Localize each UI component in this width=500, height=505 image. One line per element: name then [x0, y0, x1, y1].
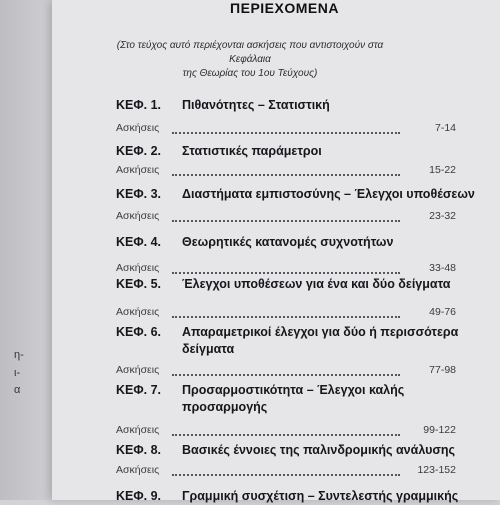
exercise-label: Ασκήσεις — [116, 262, 160, 274]
chapter-heading — [116, 442, 476, 459]
exercise-row — [116, 306, 456, 320]
page-range: 15-22 — [429, 164, 456, 176]
chapter-heading — [116, 143, 476, 160]
page-range: 123-152 — [417, 464, 456, 476]
exercise-row — [116, 210, 456, 224]
exercise-row — [116, 122, 456, 136]
chapter-title: Πιθανότητες – Στατιστική — [182, 98, 330, 112]
dot-leader — [172, 266, 400, 274]
chapter-heading — [116, 186, 476, 203]
chapter-heading — [116, 234, 476, 251]
margin-fragment: α — [14, 384, 21, 396]
dot-leader — [172, 214, 400, 222]
exercise-label: Ασκήσεις — [116, 424, 160, 436]
page-title: ΠΕΡΙΕΧΟΜΕΝΑ — [230, 0, 339, 16]
page-range: 49-76 — [429, 306, 456, 318]
chapter-number: ΚΕΦ. 7. — [116, 383, 161, 397]
intro-line: της Θεωρίας του 1ου Τεύχους) — [182, 68, 318, 79]
dot-leader — [172, 428, 400, 436]
chapter-title: Απαραμετρικοί έλεγχοι για δύο ή περισσότερα — [182, 325, 459, 339]
chapter-heading — [116, 276, 476, 293]
exercise-label: Ασκήσεις — [116, 306, 160, 318]
exercise-label: Ασκήσεις — [116, 464, 160, 476]
chapter-title-continued: δείγματα — [182, 342, 235, 356]
chapter-number: ΚΕΦ. 1. — [116, 98, 161, 112]
dot-leader — [172, 126, 400, 134]
exercise-label: Ασκήσεις — [116, 122, 160, 134]
chapter-heading — [116, 97, 476, 114]
chapter-title: Προσαρμοστικότητα – Έλεγχοι καλής — [182, 383, 405, 397]
dot-leader — [172, 468, 400, 476]
exercise-label: Ασκήσεις — [116, 164, 160, 176]
chapter-number: ΚΕΦ. 9. — [116, 489, 161, 503]
margin-fragment: ι- — [14, 367, 21, 379]
chapter-title: Θεωρητικές κατανομές συχνοτήτων — [182, 235, 394, 249]
exercise-row — [116, 262, 456, 276]
page-range: 77-98 — [429, 364, 456, 376]
chapter-number: ΚΕΦ. 5. — [116, 277, 161, 291]
exercise-row — [116, 464, 456, 478]
dot-leader — [172, 310, 400, 318]
exercise-row — [116, 164, 456, 178]
chapter-number: ΚΕΦ. 3. — [116, 187, 161, 201]
chapter-number: ΚΕΦ. 2. — [116, 144, 161, 158]
margin-fragment: η- — [14, 349, 24, 361]
dot-leader — [172, 168, 400, 176]
chapter-heading — [116, 382, 476, 416]
exercise-row — [116, 424, 456, 438]
chapter-number: ΚΕΦ. 4. — [116, 235, 161, 249]
dot-leader — [172, 368, 400, 376]
page-range: 33-48 — [429, 262, 456, 274]
chapter-title: Έλεγχοι υποθέσεων για ένα και δύο δείγματα — [182, 277, 451, 291]
chapter-title: Γραμμική συσχέτιση – Συντελεστής γραμμικής — [182, 489, 459, 503]
intro-line: (Στο τεύχος αυτό περιέχονται ασκήσεις που αντιστοιχούν στα Κεφάλαια — [116, 40, 384, 65]
page-range: 23-32 — [429, 210, 456, 222]
exercise-label: Ασκήσεις — [116, 210, 160, 222]
exercise-label: Ασκήσεις — [116, 364, 160, 376]
chapter-heading — [116, 488, 476, 505]
page-range: 99-122 — [423, 424, 456, 436]
chapter-title: Βασικές έννοιες της παλινδρομικής ανάλυσης — [182, 443, 456, 457]
chapter-title: Διαστήματα εμπιστοσύνης – Έλεγχοι υποθέσεων — [182, 187, 475, 201]
exercise-row — [116, 364, 456, 378]
page-range: 7-14 — [434, 122, 456, 134]
chapter-number: ΚΕΦ. 6. — [116, 325, 161, 339]
chapter-title: Στατιστικές παράμετροι — [182, 144, 322, 158]
chapter-title-continued: προσαρμογής — [182, 400, 268, 414]
chapter-number: ΚΕΦ. 8. — [116, 443, 161, 457]
chapter-heading — [116, 324, 476, 358]
